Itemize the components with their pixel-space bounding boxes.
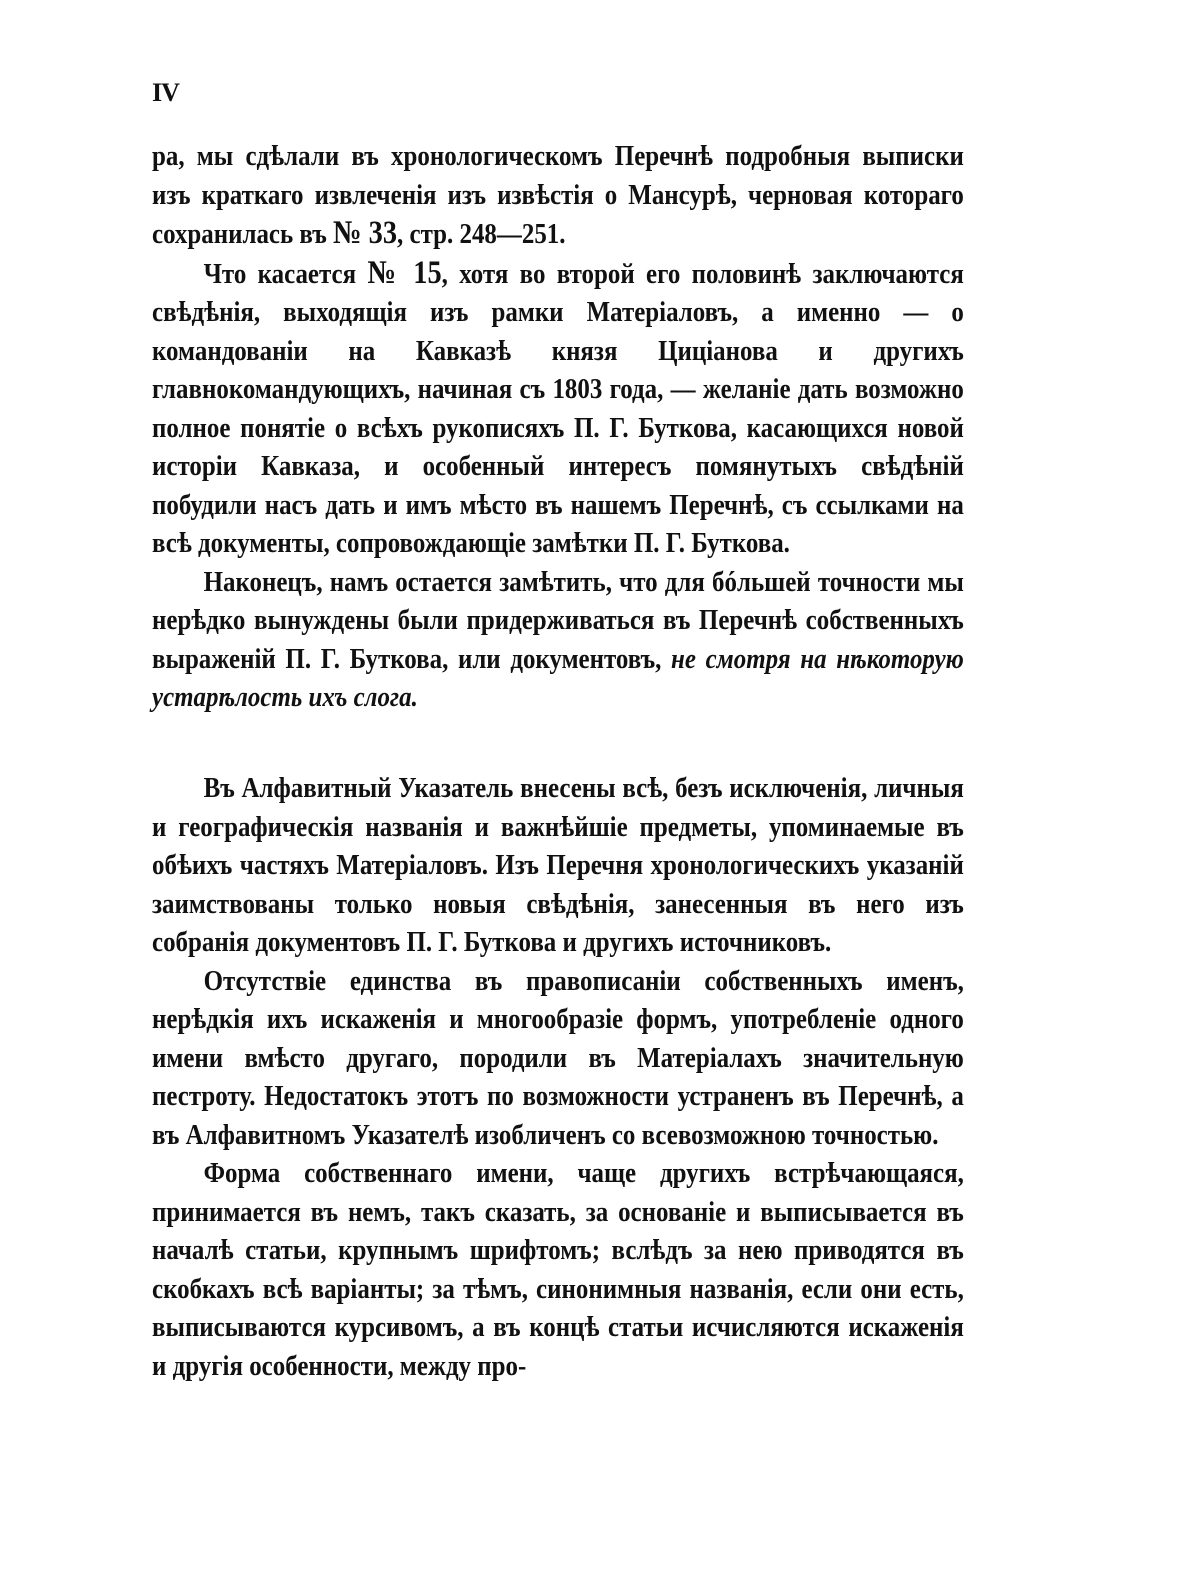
paragraph-1-ref-number: № 33 [333, 215, 398, 251]
page-number: IV [152, 78, 179, 107]
paragraph-1 [152, 137, 964, 254]
paragraph-3 [152, 563, 964, 717]
paragraph-2-ref-number: № 15 [367, 254, 442, 291]
text-section-1 [152, 137, 964, 717]
paragraph-4: Въ Алфавитный Указатель внесены всѣ, безъ исключенія, личныя и географическія названія и важнѣйшіе предметы, упоминаемые въ обѣихъ частяхъ Матеріаловъ. Изъ Перечня хронологическихъ указаній заимствованы только новыя свѣдѣнія, занесенныя въ него изъ собранія документовъ П. Г. Буткова и другихъ источниковъ. [152, 772, 964, 958]
paragraph-1-text-a: ра, мы сдѣлали въ хронологическомъ Перечнѣ подробныя выписки изъ краткаго извлеченія изъ извѣстія о Мансурѣ, черновая котораго сохранилась въ [152, 140, 964, 250]
paragraph-2 [152, 254, 964, 563]
paragraph-1-text-b: , стр. 248—251. [397, 218, 566, 250]
paragraph-6: Форма собственнаго имени, чаще другихъ встрѣчающаяся, принимается въ немъ, такъ сказать, за основаніе и выписывается въ началѣ статьи, крупнымъ шрифтомъ; вслѣдъ за нею приводятся въ скобкахъ всѣ варіанты; за тѣмъ, синонимныя названія, если они есть, выписываются курсивомъ, а въ концѣ статьи исчисляются искаженія и другія особенности, между про- [152, 1157, 964, 1382]
paragraph-5: Отсутствіе единства въ правописаніи собственныхъ именъ, нерѣдкія ихъ искаженія и многообразіе формъ, употребленіе одного имени вмѣсто другаго, породили въ Матеріалахъ значительную пестроту. Недостатокъ этотъ по возможности устраненъ въ Перечнѣ, а въ Алфавитномъ Указателѣ изобличенъ со всевозможною точностью. [152, 964, 964, 1151]
paragraph-3-text-a: Наконецъ, намъ остается замѣтить, что для бóльшей точности мы нерѣдко вынуждены были придерживаться въ Перечнѣ собственныхъ выраженій П. Г. Буткова, или документовъ, [152, 565, 964, 675]
text-section-2 [152, 769, 964, 1385]
paragraph-2-text-a: Что касается [203, 257, 368, 290]
paragraph-2-text-b: , хотя во второй его половинѣ заключаются свѣдѣнія, выходящія изъ рамки Матеріаловъ, а именно — о командованіи на Кавказѣ князя Циціанова и другихъ главнокомандующихъ, начиная съ 1803 года, — желаніе дать возможно полное понятіе о всѣхъ рукописяхъ П. Г. Буткова, касающихся новой исторіи Кавказа, и особенный интересъ помянутыхъ свѣдѣній побудили насъ дать и имъ мѣсто въ нашемъ Перечнѣ, съ ссылками на всѣ документы, сопровождающіе замѣтки П. Г. Буткова. [152, 257, 964, 559]
paragraph-3-italic-phrase: не смотря на нѣкоторую устарѣлость ихъ слога. [152, 642, 964, 713]
